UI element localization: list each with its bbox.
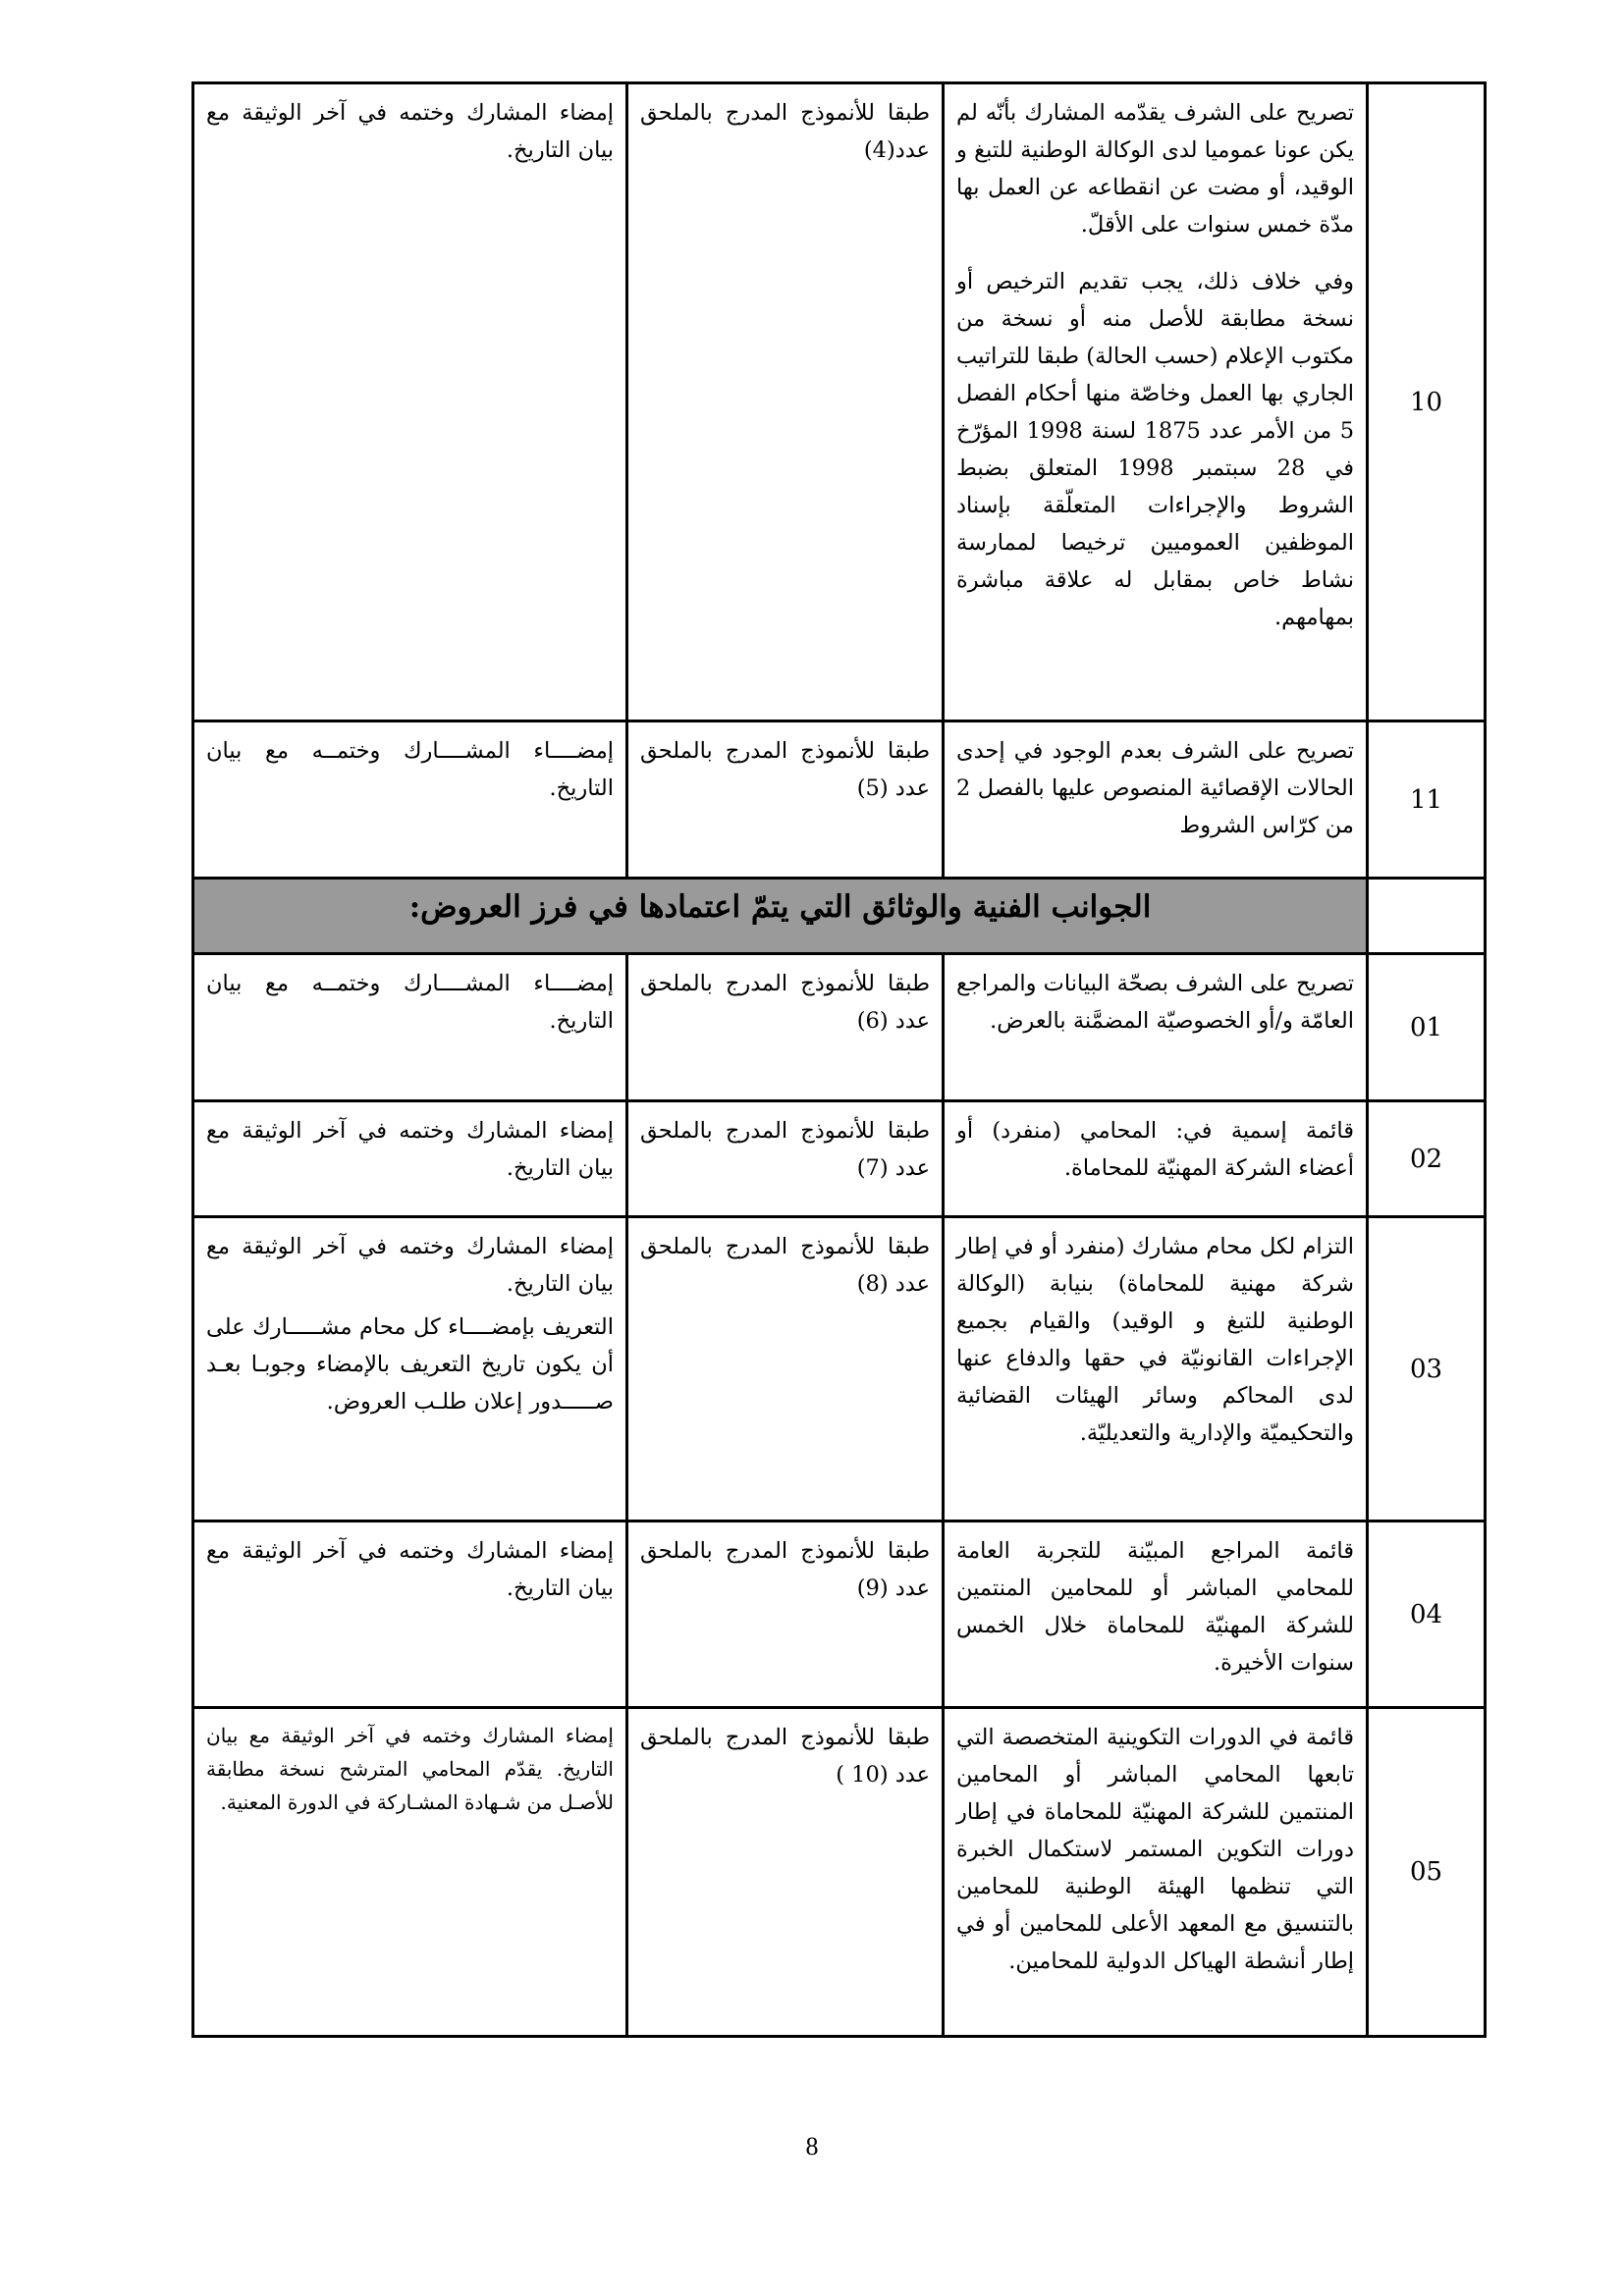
form-reference: طبقا للأنموذج المدرج بالملحق عدد (9) (627, 1522, 944, 1708)
table-row (193, 1522, 1486, 1708)
remark-paragraph: التعريف بإمضــــاء كل محام مشـــــارك على أن يكون تاريخ التعريف بالإمضاء وجوبـا بعـد صـــــدور إعلان طلـب العروض. (206, 1314, 614, 1415)
remark-paragraph: إمضــــاء المشــــارك وختمــه مع بيان التاريخ. (206, 738, 614, 801)
table-row (193, 83, 1486, 721)
form-reference: طبقا للأنموذج المدرج بالملحق عدد (6) (627, 954, 944, 1101)
row-number: 05 (1368, 1708, 1486, 2037)
document-description (944, 83, 1368, 721)
form-reference: طبقا للأنموذج المدرج بالملحق عدد(4) (627, 83, 944, 721)
table-row (193, 1217, 1486, 1522)
form-reference: طبقا للأنموذج المدرج بالملحق عدد (7) (627, 1101, 944, 1217)
document-description (944, 954, 1368, 1101)
remark-paragraph: إمضاء المشارك وختمه في آخر الوثيقة مع بيان التاريخ. (206, 1118, 614, 1181)
remark-paragraph: إمضاء المشارك وختمه في آخر الوثيقة مع بيان التاريخ. (206, 1538, 614, 1601)
section-title: الجوانب الفنية والوثائق التي يتمّ اعتمادها في فرز العروض: (193, 879, 1368, 954)
description-paragraph: وفي خلاف ذلك، يجب تقديم الترخيص أو نسخة مطابقة للأصل منه أو نسخة من مكتوب الإعلام (حسب الحالة) طبقا للتراتيب الجاري بها العمل وخاصّة منها أحكام الفصل 5 من الأمر عدد 1875 لسنة 1998 المؤرّخ في 28 سبتمبر 1998 المتعلق بضبط الشروط والإجراءات المتعلّقة بإسناد الموظفين العموميين ترخيصا لممارسة نشاط خاص بمقابل له علاقة مباشرة بمهامهم. (956, 269, 1355, 630)
description-paragraph: تصريح على الشرف بعدم الوجود في إحدى الحالات الإقصائية المنصوص عليها بالفصل 2 من كرّاس الشروط (956, 738, 1354, 838)
signature-remarks (193, 954, 627, 1101)
section-header-blank-cell (1368, 879, 1486, 954)
table-row (193, 1101, 1486, 1217)
document-description (944, 1217, 1368, 1522)
description-paragraph: قائمة في الدورات التكوينية المتخصصة التي تابعها المحامي المباشر أو المحامين المنتمين للشركة المهنيّة للمحاماة في إطار دورات التكوين المستمر لاستكمال الخبرة التي تنظمها الهيئة الوطنية للمحامين بالتنسيق مع المعهد الأعلى للمحامين أو في إطار أنشطة الهياكل الدولية للمحامين. (956, 1725, 1354, 1974)
table-row (193, 1708, 1486, 2037)
document-description (944, 1522, 1368, 1708)
description-paragraph: التزام لكل محام مشارك (منفرد أو في إطار شركة مهنية للمحاماة) بنيابة (الوكالة الوطنية للتبغ و الوقيد) والقيام بجميع الإجراءات القانونيّة في حقها والدفاع عنها لدى المحاكم وسائر الهيئات القضائية والتحكيميّة والإدارية والتعديليّة. (956, 1234, 1354, 1446)
page-number: 8 (805, 2132, 819, 2161)
signature-remarks (193, 1101, 627, 1217)
signature-remarks (193, 1708, 627, 2037)
row-number: 01 (1368, 954, 1486, 1101)
document-description (944, 721, 1368, 879)
form-reference: طبقا للأنموذج المدرج بالملحق عدد (8) (627, 1217, 944, 1522)
table-row (193, 954, 1486, 1101)
remark-paragraph: إمضاء المشارك وختمه في آخر الوثيقة مع بيان التاريخ. (206, 100, 614, 163)
signature-remarks (193, 83, 627, 721)
table-row (193, 721, 1486, 879)
row-number: 10 (1368, 83, 1486, 721)
form-reference: طبقا للأنموذج المدرج بالملحق عدد (5) (627, 721, 944, 879)
remark-paragraph: إمضاء المشارك وختمه في آخر الوثيقة مع بيان التاريخ. (206, 1234, 614, 1297)
description-paragraph: قائمة إسمية في: المحامي (منفرد) أو أعضاء الشركة المهنيّة للمحاماة. (956, 1118, 1354, 1181)
row-number: 02 (1368, 1101, 1486, 1217)
description-paragraph: تصريح على الشرف بصحّة البيانات والمراجع العامّة و/أو الخصوصيّة المضمَّنة بالعرض. (955, 971, 1354, 1034)
requirements-table (191, 81, 1487, 2038)
remark-paragraph: إمضاء المشارك وختمه في آخر الوثيقة مع بيان التاريخ. يقدّم المحامي المترشح نسخة مطابقة للأصـل من شـهادة المشـاركة في الدورة المعنية. (206, 1724, 614, 1814)
signature-remarks (193, 1522, 627, 1708)
description-paragraph: قائمة المراجع المبيّنة للتجربة العامة للمحامي المباشر أو للمحامين المنتمين للشركة المهنيّة للمحاماة خلال الخمس سنوات الأخيرة. (956, 1538, 1354, 1676)
row-number: 04 (1368, 1522, 1486, 1708)
section-header-row (193, 879, 1486, 954)
document-description (944, 1708, 1368, 2037)
signature-remarks (193, 721, 627, 879)
document-description (944, 1101, 1368, 1217)
signature-remarks (193, 1217, 627, 1522)
remark-paragraph: إمضــــاء المشــــارك وختمــه مع بيان التاريخ. (206, 971, 614, 1034)
form-reference: طبقا للأنموذج المدرج بالملحق عدد (10 ) (627, 1708, 944, 2037)
row-number: 03 (1368, 1217, 1486, 1522)
description-paragraph: تصريح على الشرف يقدّمه المشارك بأنّه لم يكن عونا عموميا لدى الوكالة الوطنية للتبغ و الوقيد، أو مضت عن انقطاعه عن العمل بها مدّة خمس سنوات على الأقلّ. (956, 100, 1354, 238)
row-number: 11 (1368, 721, 1486, 879)
